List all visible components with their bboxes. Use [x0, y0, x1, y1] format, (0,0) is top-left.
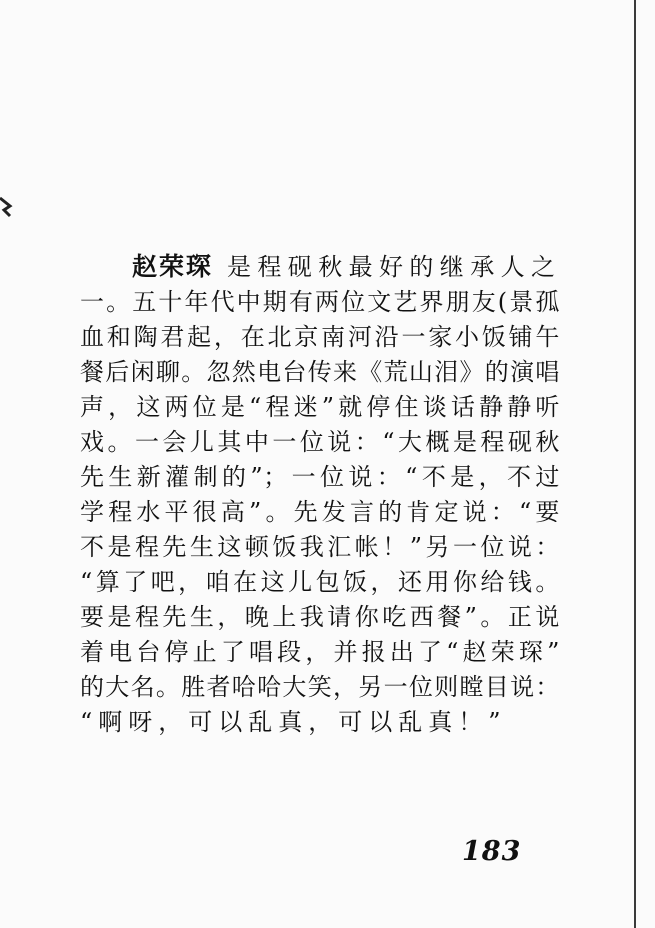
page-number: 183 — [462, 836, 522, 867]
entry-text-block — [80, 247, 560, 740]
entry-line: 戏。一会儿其中一位说：“大概是程砚秋 — [80, 428, 560, 456]
entry-line: 先生新灌制的”；一位说：“不是，不过 — [80, 463, 560, 491]
entry-line: 一。五十年代中期有两位文艺界朋友(景孤 — [80, 288, 560, 316]
entry-line: 声，这两位是“程迷”就停住谈话静静听 — [80, 393, 560, 421]
entry-last-line: “啊呀，可以乱真，可以乱真！” — [80, 708, 507, 736]
entry-line: 血和陶君起，在北京南河沿一家小饭铺午 — [80, 323, 560, 351]
entry-line: 要是程先生，晚上我请你吃西餐”。正说 — [80, 603, 560, 631]
page-edge-line — [634, 0, 636, 928]
entry-headword: 赵荣琛 — [132, 252, 214, 281]
entry-line: 餐后闲聊。忽然电台传来《荒山泪》的演唱 — [80, 358, 560, 386]
entry-first-line-text: 是程砚秋最好的继承人之 — [227, 253, 560, 281]
entry-line: 学程水平很高”。先发言的肯定说：“要 — [80, 498, 560, 526]
entry-first-line — [80, 247, 560, 285]
entry-line: 的大名。胜者哈哈大笑，另一位则瞠目说： — [80, 673, 560, 701]
entry-line: 着电台停止了唱段，并报出了“赵荣琛” — [80, 638, 560, 666]
margin-scan-mark — [0, 196, 14, 218]
entry-line: “算了吧，咱在这儿包饭，还用你给钱。 — [80, 568, 560, 596]
entry-line: 不是程先生这顿饭我汇帐！”另一位说： — [80, 533, 560, 561]
